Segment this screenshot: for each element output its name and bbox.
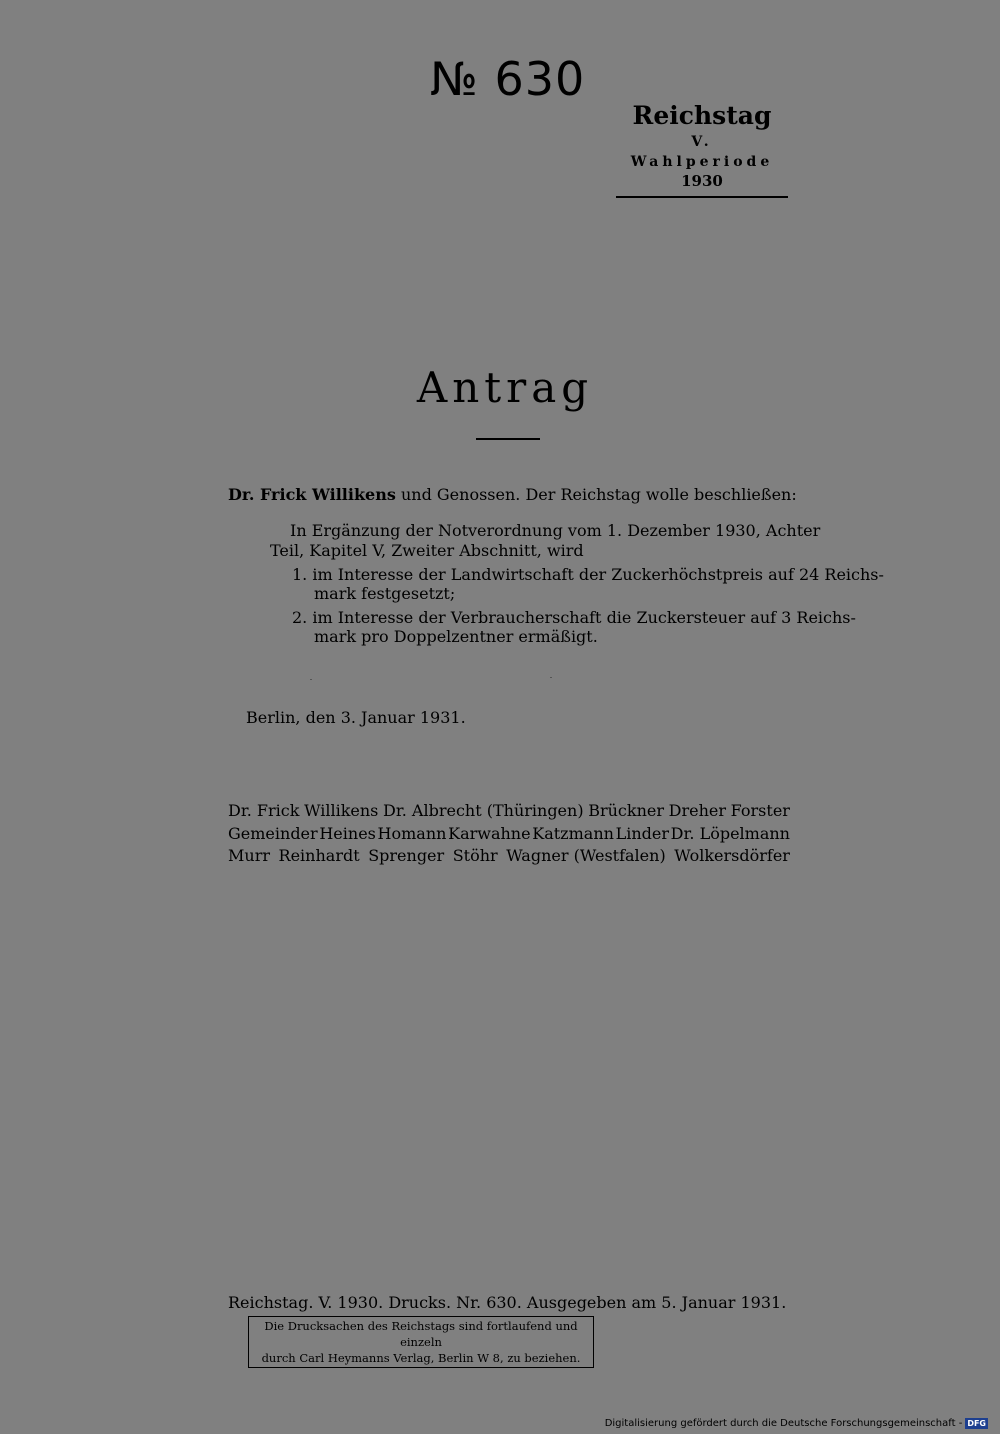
signatory: Wagner (Westfalen) xyxy=(506,846,666,865)
signatory: Linder xyxy=(615,824,669,843)
page-title: Antrag xyxy=(416,363,594,412)
signatory: Gemeinder xyxy=(228,824,318,843)
list-item-1-continued: mark festgesetzt; xyxy=(314,584,456,603)
credit-text: Digitalisierung gefördert durch die Deutsche Forschungsgemeinschaft - xyxy=(604,1418,963,1429)
document-number: № 630 xyxy=(430,52,586,106)
signatory: Heines xyxy=(319,824,376,843)
dfg-logo: DFG xyxy=(967,1419,986,1428)
body-line-1: In Ergänzung der Notverordnung vom 1. Dezember 1930, Achter xyxy=(290,521,821,540)
signatory: Sprenger xyxy=(368,846,445,865)
title-divider xyxy=(476,438,540,440)
print-imprint: Reichstag. V. 1930. Drucks. Nr. 630. Ausgegeben am 5. Januar 1931. xyxy=(228,1293,787,1312)
notice-line-1: Die Drucksachen des Reichstags sind fortlaufend und einzeln xyxy=(264,1319,578,1349)
signatory: Homann xyxy=(377,824,447,843)
signatory: Willikens xyxy=(304,801,379,820)
signatory: Katzmann xyxy=(532,824,614,843)
motion-intro xyxy=(228,484,797,506)
distribution-notice xyxy=(248,1316,594,1368)
electoral-period: V. Wahlperiode xyxy=(630,134,774,170)
signatory: Brückner xyxy=(588,801,665,820)
place-and-date: Berlin, den 3. Januar 1931. xyxy=(246,708,466,727)
notice-line-2: durch Carl Heymanns Verlag, Berlin W 8, zu beziehen. xyxy=(261,1351,581,1365)
body-line-2: Teil, Kapitel V, Zweiter Abschnitt, wird xyxy=(270,541,584,560)
list-item-1: 1. im Interesse der Landwirtschaft der Zuckerhöchstpreis auf 24 Reichs- xyxy=(292,565,884,584)
signatory: Dr. Frick xyxy=(228,801,300,820)
intro-names: Dr. Frick Willikens xyxy=(228,485,396,504)
digitization-credit xyxy=(605,1418,988,1429)
intro-text: und Genossen. Der Reichstag wolle beschließen: xyxy=(395,485,797,504)
scan-speck xyxy=(310,679,312,680)
signatory: Wolkersdörfer xyxy=(674,846,790,865)
reichstag-masthead xyxy=(616,100,788,198)
signatory: Stöhr xyxy=(452,846,498,865)
signatory: Murr xyxy=(228,846,270,865)
masthead-year: 1930 xyxy=(681,172,723,190)
signatories-row-1 xyxy=(228,800,790,822)
signatory: Forster xyxy=(730,801,790,820)
signatory: Karwahne xyxy=(448,824,531,843)
signatories-row-3 xyxy=(228,845,790,867)
scan-speck xyxy=(550,677,552,678)
signatories-row-2 xyxy=(228,823,790,845)
reichstag-title: Reichstag xyxy=(632,101,772,130)
list-item-2-continued: mark pro Doppelzentner ermäßigt. xyxy=(314,627,598,646)
signatory: Dr. Löpelmann xyxy=(670,824,790,843)
masthead-rule xyxy=(616,196,788,198)
signatory: Dr. Albrecht (Thüringen) xyxy=(383,801,584,820)
signatory: Dreher xyxy=(668,801,727,820)
list-item-2: 2. im Interesse der Verbraucherschaft die Zuckersteuer auf 3 Reichs- xyxy=(292,608,856,627)
signatory: Reinhardt xyxy=(278,846,360,865)
